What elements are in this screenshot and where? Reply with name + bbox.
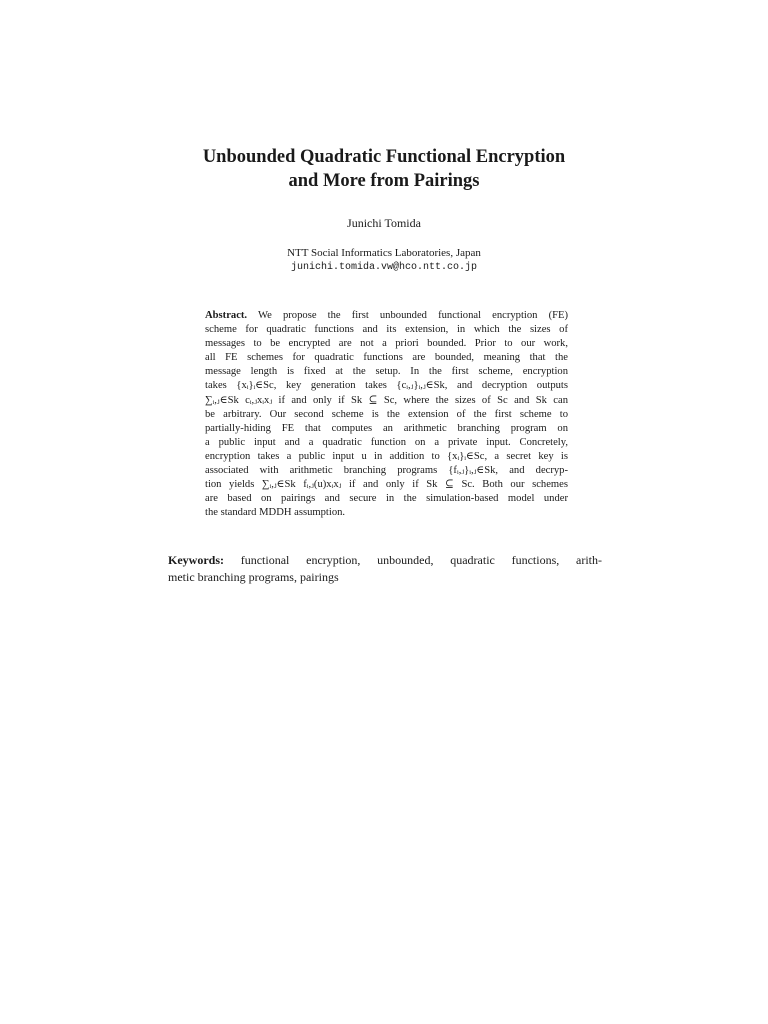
keywords-line: Keywords: functional encryption, unbounded, quadratic functions, arith-: [168, 553, 602, 567]
abstract-line: a public input and a quadratic function on a private input. Concretely,: [205, 436, 568, 448]
keywords: [168, 552, 602, 586]
abstract-line: Abstract. We propose the first unbounded functional encryption (FE): [205, 310, 568, 321]
abstract-line: the standard MDDH assumption.: [205, 507, 346, 519]
abstract: [205, 309, 568, 520]
keywords-line: metic branching programs, pairings: [168, 570, 339, 584]
abstract-line: be arbitrary. Our second scheme is the extension of the first scheme to: [205, 408, 568, 420]
abstract-line: tion yields ∑ᵢ,ⱼ∈Sk fᵢ,ⱼ(u)xᵢxⱼ if and only if Sk ⊆ Sc. Both our schemes: [205, 479, 568, 491]
abstract-line: scheme for quadratic functions and its extension, in which the sizes of: [205, 324, 568, 336]
paper-title: [0, 145, 768, 193]
keywords-label: Keywords:: [168, 553, 224, 567]
title-line-2: and More from Pairings: [288, 171, 480, 191]
abstract-line: are based on pairings and secure in the simulation-based model under: [205, 493, 568, 505]
abstract-line: partially-hiding FE that computes an arithmetic branching program on: [205, 422, 568, 434]
abstract-line: all FE schemes for quadratic functions are bounded, meaning that the: [205, 352, 568, 364]
abstract-line: messages to be encrypted are not a priori bounded. Prior to our work,: [205, 338, 568, 350]
author-name: Junichi Tomida: [347, 216, 421, 230]
abstract-line: ∑ᵢ,ⱼ∈Sk cᵢ,ⱼxᵢxⱼ if and only if Sk ⊆ Sc, where the sizes of Sc and Sk can: [205, 394, 568, 406]
abstract-line: encryption takes a public input u in addition to {xᵢ}ᵢ∈Sc, a secret key is: [205, 450, 568, 462]
abstract-label: Abstract.: [205, 310, 248, 321]
title-line-1: Unbounded Quadratic Functional Encryption: [202, 147, 566, 167]
author-email[interactable]: junichi.tomida.vw@hco.ntt.co.jp: [290, 262, 478, 273]
abstract-line: associated with arithmetic branching programs {fᵢ,ⱼ}ᵢ,ⱼ∈Sk, and decryp-: [205, 465, 568, 477]
abstract-line: message length is fixed at the setup. In the first scheme, encryption: [205, 366, 568, 378]
author-affiliation: NTT Social Informatics Laboratories, Japan: [287, 247, 481, 259]
abstract-line: takes {xᵢ}ᵢ∈Sc, key generation takes {cᵢ,ⱼ}ᵢ,ⱼ∈Sk, and decryption outputs: [205, 380, 568, 392]
